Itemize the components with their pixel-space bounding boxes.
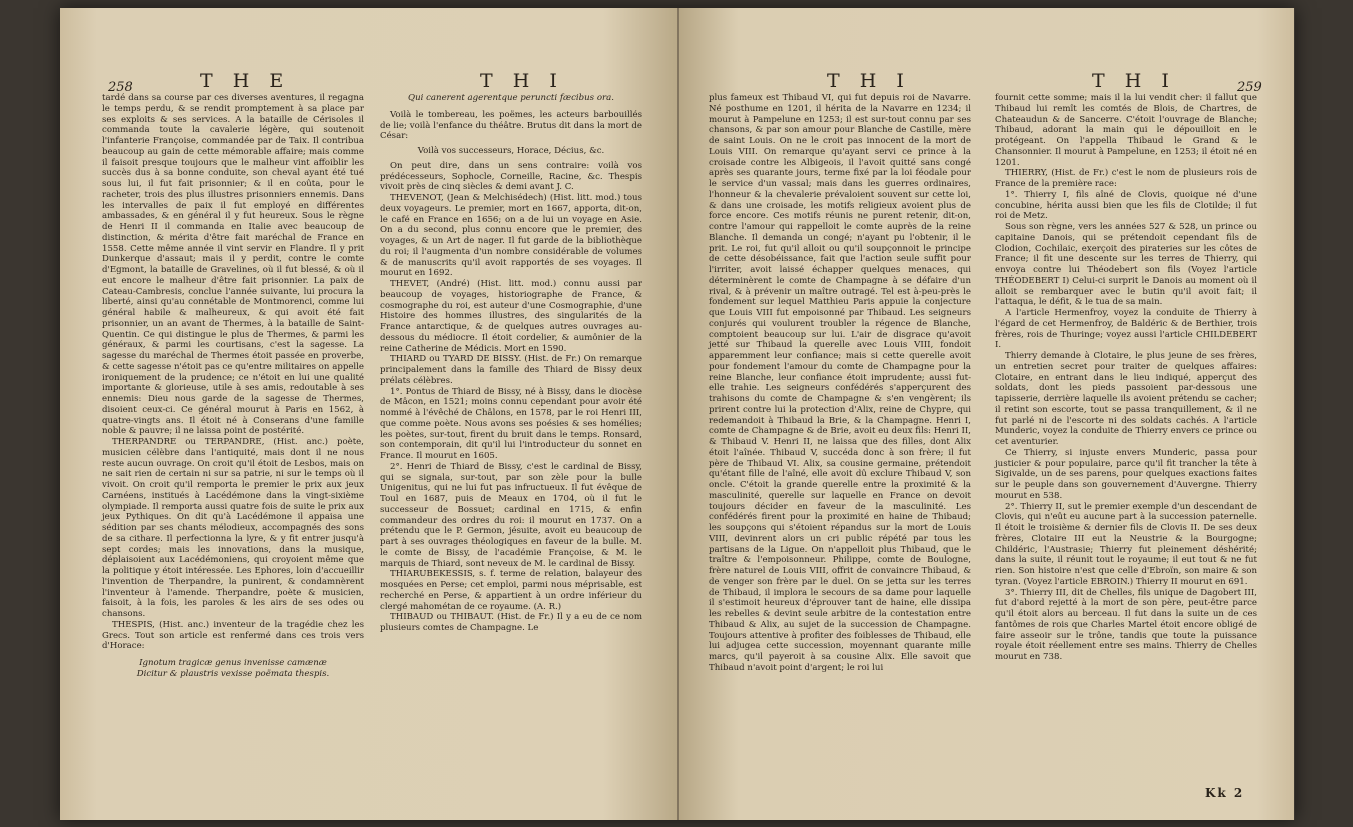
horace-quote-line: Dicitur & plaustris vexisse poëmata thespis. <box>136 668 330 679</box>
col1-paragraph: THESPIS, (Hist. anc.) inventeur de la tragédie chez les Grecs. Tout son article est renfermé dans ces trois vers d'Horace: <box>102 619 364 652</box>
col2-paragraph: 1°. Pontus de Thiard de Bissy, né à Bissy, dans le diocèse de Mâcon, en 1521; moins connu cependant pour avoir été nommé à l'évêché de Châlons, en 1578, par le roi Henri III, que comme poète. Nous avons ses poésies & ses homélies; les poètes, sur-tout, firent du bruit dans le temps. Ronsard, son contemporain, dit qu'il lui l'introducteur du sonnet en France. Il mourut en 1605. <box>380 386 642 461</box>
col4-paragraph: Ce Thierry, si injuste envers Munderic, passa pour justicier & pour populaire, parce qu'il fit trancher la tête à Sigivalde, un de ses parens, pour quelques exactions faites sur le peuple dans son gouvernement d'Auvergne. Thierry mourut en 538. <box>995 447 1257 501</box>
col4-paragraph: 2°. Thierry II, sut le premier exemple d'un descendant de Clovis, qui n'eût eu aucune part à la succession paternelle. Il étoit le troisième & dernier fils de Clovis II. De ses deux frères, Clotaire III eut la Neustrie & la Bourgogne; Childéric, l'Austrasie; Thierry fut pleinement déshérité; dans la suite, il réunit tout le royaume; il eut tout & ne fut rien. Son histoire n'est que celle d'Ebroïn, son maire & son tyran. (Voyez l'article EBROIN.) Thierry II mourut en 691. <box>995 501 1257 587</box>
book-gutter <box>677 8 679 820</box>
col3-paragraph: plus fameux est Thibaud VI, qui fut depuis roi de Navarre. Né posthume en 1201, il hérita de la Navarre en 1234; il mourut à Pampelune en 1253; il est sur-tout connu par ses chansons, & par son amour pour Blanche de Castille, mère de saint Louis. On ne le croit pas innocent de la mort de Louis VIII. On remarque qu'ayant servi ce prince à la croisade contre les Albigeois, il l'avoit quitté sans congé après ses quarante jours, terme fixé par la loi féodale pour le service d'un vassal; mais dans les guerres ordinaires, l'honneur & la chevalerie prévaloient souvent sur cette loi, & dans une croisade, les motifs religieux avoient plus de force encore. Ces motifs réunis ne purent retenir, dit-on, contre l'amour qui rappelloit le comte auprès de la reine Blanche. Il demanda un congé; n'ayant pu l'obtenir, il le prit. Le roi, fut qu'il alloit ou qu'il soupçonnoit le principe de cette désobéissance, fait que l'action seule suffit pour l'irriter, avoit laissé échapper quelques menaces, qui déterminèrent le comte de Champagne à se défaire d'un rival, & à prévenir un maître outragé. Tel est à-peu-près le fondement sur lequel Matthieu Paris appuie la conjecture que Louis VIII fut empoisonné par Thibaud. Les seigneurs conjurés qui voulurent troubler la régence de Blanche, comptoient beaucoup sur lui. L'air de disgrace qu'avoit jetté sur Thibaud la querelle avec Louis VIII, fondoit apparemment leur confiance; mais si cette querelle avoit pour fondement l'amour du comte de Champagne pour la reine Blanche, leur confiance étoit imprudente; aussi fut-elle trahie. Les seigneurs confédérés s'apperçurent des trahisons du comte de Champagne & s'en vengèrent; ils prirent contre lui la protection d'Alix, reine de Chypre, qui redemandoit à Thibaud la Brie, & la Champagne. Henri I, comte de Champagne & de Brie, avoit eu deux fils: Henri II, & Thibaud V. Henri II, ne laissa que des filles, dont Alix étoit l'aînée. Thibaud V, succéda donc à son frère; il fut père de Thibaud VI. Alix, sa cousine germaine, prétendoit qu'étant fille de l'aîné, elle avoit dû exclure Thibaud V, son oncle. C'étoit la grande querelle entre la proximité & la masculinité, querelle sur laquelle en France on devoit toujours décider en faveur de la masculinité. Les confédérés firent pour la proximité en haine de Thibaud; les soupçons qui s'étoient répandus sur la mort de Louis VIII, devinrent alors un cri public répété par tous les partisans de la Ligue. On n'appelloit plus Thibaud, que le traître & l'empoisonneur. Philippe, comte de Boulogne, frère naturel de Louis VIII, offrit de convaincre Thibaud, & de venger son frère par le duel. On se jetta sur les terres de Thibaud, il implora le secours de sa dame pour laquelle il s'estimoit heureux d'éprouver tant de haine, elle dissipa les rebelles & devint seule arbitre de la contestation entre Thibaud & Alix, au sujet de la succession de Champagne. Toujours attentive à profiter des foiblesses de Thibaud, elle lui adjugea cette succession, moyennant quarante mille marcs, qu'il payeroit à sa cousine Alix. Elle savoit que Thibaud n'avoit point d'argent; le roi lui <box>709 93 971 673</box>
col2-paragraph: On peut dire, dans un sens contraire: voilà vos prédécesseurs, Sophocle, Corneille, Racine, &c. Thespis vivoit près de cinq siècles & demi avant J. C. <box>380 160 642 193</box>
running-head-left: T H E <box>200 70 291 92</box>
col4-paragraph: 3°. Thierry III, dit de Chelles, fils unique de Dagobert III, fut d'abord rejetté à la mort de son père, peut-être parce qu'il étoit alors au berceau. Il fut dans la suite un de ces fantômes de rois que Charles Martel étoit encore obligé de faire asseoir sur le trône, tandis que toute la puissance royale étoit réellement entre ses mains. Thierry de Chelles mourut en 738. <box>995 587 1257 662</box>
left-page <box>60 8 677 820</box>
running-head-right: T H I <box>1092 70 1176 92</box>
running-head-right-col1: T H I <box>827 70 911 92</box>
col2-paragraph: Voilà le tombereau, les poëmes, les acteurs barbouillés de lie; voilà l'enfance du théâtre. Brutus dit dans la mort de César: <box>380 109 642 142</box>
column-4 <box>995 93 1257 663</box>
col2-paragraph: 2°. Henri de Thiard de Bissy, c'est le cardinal de Bissy, qui se signala, sur-tout, par son zèle pour la bulle Unigenitus, qui ne lui fut pas infructueux. Il fut évêque de Toul en 1687, puis de Meaux en 1704, où il fut le successeur de Bossuet; cardinal en 1715, & enfin commandeur des ordres du roi: il mourut en 1737. On a prétendu que le P. Germon, jésuite, avoit eu beaucoup de part à ses ouvrages théologiques en faveur de la bulle. M. le comte de Bissy, de l'académie Françoise, & M. le marquis de Thiard, sont neveux de M. le cardinal de Bissy. <box>380 461 642 569</box>
col4-paragraph: 1°. Thierry I, fils aîné de Clovis, quoique né d'une concubine, hérita aussi bien que les fils de Clotilde; il fut roi de Metz. <box>995 189 1257 222</box>
col4-paragraph: A l'article Hermenfroy, voyez la conduite de Thierry à l'égard de cet Hermenfroy, de Baldéric & de Berthier, trois frères, rois de Thuringe; voyez aussi l'article CHILDEBERT I. <box>995 308 1257 351</box>
col2-verse: Voilà vos successeurs, Horace, Décius, &c. <box>417 146 605 156</box>
latin-motto: Qui canerent agerentque peruncti fæcibus ora. <box>408 93 614 103</box>
right-page <box>677 8 1294 820</box>
col4-paragraph: THIERRY, (Hist. de Fr.) c'est le nom de plusieurs rois de France de la première race: <box>995 168 1257 189</box>
page-number-right: 259 <box>1237 80 1262 95</box>
signature-mark: Kk 2 <box>1205 786 1245 800</box>
col2-paragraph: THEVENOT, (Jean & Melchisédech) (Hist. litt. mod.) tous deux voyageurs. Le premier, mort en 1667, apporta, dit-on, le café en France en 1656; on a de lui un voyage en Asie. On a du second, plus connu encore que le premier, des voyages, & un Art de nager. Il fut garde de la bibliothèque du roi; il l'augmenta d'un nombre considérable de volumes & de manuscrits qu'il avoit rapportés de ses voyages. Il mourut en 1692. <box>380 193 642 279</box>
horace-quote-line: Ignotum tragicæ genus invenisse camænæ <box>139 658 327 668</box>
col1-paragraph: THERPANDRE ou TERPANDRE, (Hist. anc.) poète, musicien célèbre dans l'antiquité, mais dont il ne nous reste aucun ouvrage. On croit qu'il étoit de Lesbos, mais on ne sait rien de certain ni sur sa patrie, ni sur le temps où il vivoit. On croit qu'il remporta le premier le prix aux jeux Carnéens, institués à Lacédémone dans la vingt-sixième olympiade. Il remporta aussi quatre fois de suite le prix aux jeux Pythiques. On dit qu'à Lacédémone il appaisa une sédition par ses chants mélodieux, accompagnés des sons de sa cithare. Il perfectionna la lyre, & y fit entrer jusqu'à sept cordes; mais les innovations, dans la musique, déplaisoient aux Lacédémoniens, qui croyoient même que la politique y étoit intéressée. Les Ephores, loin d'accueillir l'invention de Therpandre, la punirent, & condamnèrent l'inventeur à l'amende. Therpandre, poète & musicien, faisoit, à la fois, les paroles & les airs de ses odes ou chansons. <box>102 437 364 619</box>
col4-paragraph: fournit cette somme; mais il la lui vendit cher: il fallut que Thibaud lui remît les comtés de Blois, de Chartres, de Chateaudun & de Sancerre. C'étoit l'ouvrage de Blanche; Thibaud, adorant la main qui le dépouilloit en le protégeant. On l'appella Thibaud le Grand & le Chansonnier. Il mourut à Pampelune, en 1253; il étoit né en 1201. <box>995 93 1257 168</box>
column-3 <box>709 93 971 674</box>
col4-paragraph: Sous son règne, vers les années 527 & 528, un prince ou capitaine Danois, qui se prétendoit cependant fils de Clodion, Cochilaic, exerçoit des pirateries sur les côtes de France; il fit une descente sur les terres de Thierry, qui envoya contre lui Théodebert son fils (Voyez l'article THÉODEBERT I) Celui-ci surprit le Danois au moment où il alloit se rembarquer avec le butin qu'il avoit fait; il l'attaqua, le défit, & le tua de sa main. <box>995 222 1257 308</box>
col2-paragraph: THIBAUD ou THIBAUT. (Hist. de Fr.) Il y a eu de ce nom plusieurs comtes de Champagne. Le <box>380 612 642 633</box>
col2-paragraph: THIARD ou TYARD DE BISSY. (Hist. de Fr.) On remarque principalement dans la famille des Thiard de Bissy deux prélats célèbres. <box>380 354 642 386</box>
col2-paragraph: THEVET, (André) (Hist. litt. mod.) connu aussi par beaucoup de voyages, historiographe de France, & cosmographe du roi, est auteur d'une Cosmographie, d'une Histoire des hommes illustres, des singularités de la France antarctique, & de quelques autres ouvrages au-dessous du médiocre. Il étoit cordelier, & aumônier de la reine Catherine de Médicis. Mort en 1590. <box>380 279 642 354</box>
column-1 <box>102 93 364 686</box>
col1-paragraph: tardé dans sa course par ces diverses aventures, il regagna le temps perdu, & se rendit promptement à sa place par ses exploits & ses services. A la bataille de Cérisoles il commanda toute la cavalerie légère, qui soutenoit l'infanterie Françoise, commandée par de Taix. Il contribua beaucoup au gain de cette mémorable affaire; mais comme il faisoit presque toujours que le malheur vint affoiblir les succès dus à sa bonne conduite, son cheval ayant été tué sous lui, il fut fait prisonnier; & il en coûta, pour le racheter, trois des plus illustres prisonniers ennemis. Dans les intervalles de paix il fut employé en différentes ambassades, & en général il y fut heureux. Sous le règne de Henri II il commanda en Italie avec beaucoup de distinction, & mérita d'être fait maréchal de France en 1558. Cette même année il vint servir en Flandre. Il y prit Dunkerque d'assaut; mais il y perdit, contre le comte d'Egmont, la bataille de Gravelines, où il fut blessé, & où il eut encore le malheur d'être fait prisonnier. La paix de Cateau-Cambresis, conclue l'année suivante, lui procura la liberté, ainsi qu'au connétable de Montmorenci, comme lui général habile & malheureux, & qui avoit été fait prisonnier, un an avant de Thermes, à la bataille de Saint-Quentin. Ce qui distingue le plus de Thermes, & parmi les généraux, & parmi les courtisans, c'est la sagesse. La sagesse du maréchal de Thermes étoit passée en proverbe, & cette sagesse n'étoit pas ce qu'entre militaires on appelle ironiquement de la prudence; ce n'étoit en lui une qualité importante & glorieuse, utile à ses amis, redoutable à ses ennemis: Dieu nous garde de la sagesse de Thermes, disoient ceux-ci. Ce général mourut à Paris en 1562, à quatre-vingts ans. Il étoit né à Conserans d'une famille noble & pauvre; il ne laissa point de postérité. <box>102 93 364 437</box>
col4-paragraph: Thierry demande à Clotaire, le plus jeune de ses frères, un entretien secret pour traiter de quelques affaires: Clotaire, en entrant dans le lieu indiqué, apperçut des soldats, dont les pieds passoient par-dessous une tapisserie, derrière laquelle ils avoient prétendu se cacher; il retint son escorte, tout se passa tranquillement, & il ne fut parlé ni de l'escorte ni des soldats cachés. A l'article Munderic, voyez la conduite de Thierry envers ce prince ou cet aventurier. <box>995 351 1257 447</box>
running-head-left-col2: T H I <box>480 70 564 92</box>
col2-paragraph: THIARUBEKESSIS, s. f. terme de relation, balayeur des mosquées en Perse; cet emploi, parmi nous méprisable, est recherché en Perse, & appartient à un ordre inférieur du clergé mahométan de ce royaume. (A. R.) <box>380 569 642 612</box>
page-number-left: 258 <box>108 80 133 95</box>
column-2 <box>380 93 642 634</box>
